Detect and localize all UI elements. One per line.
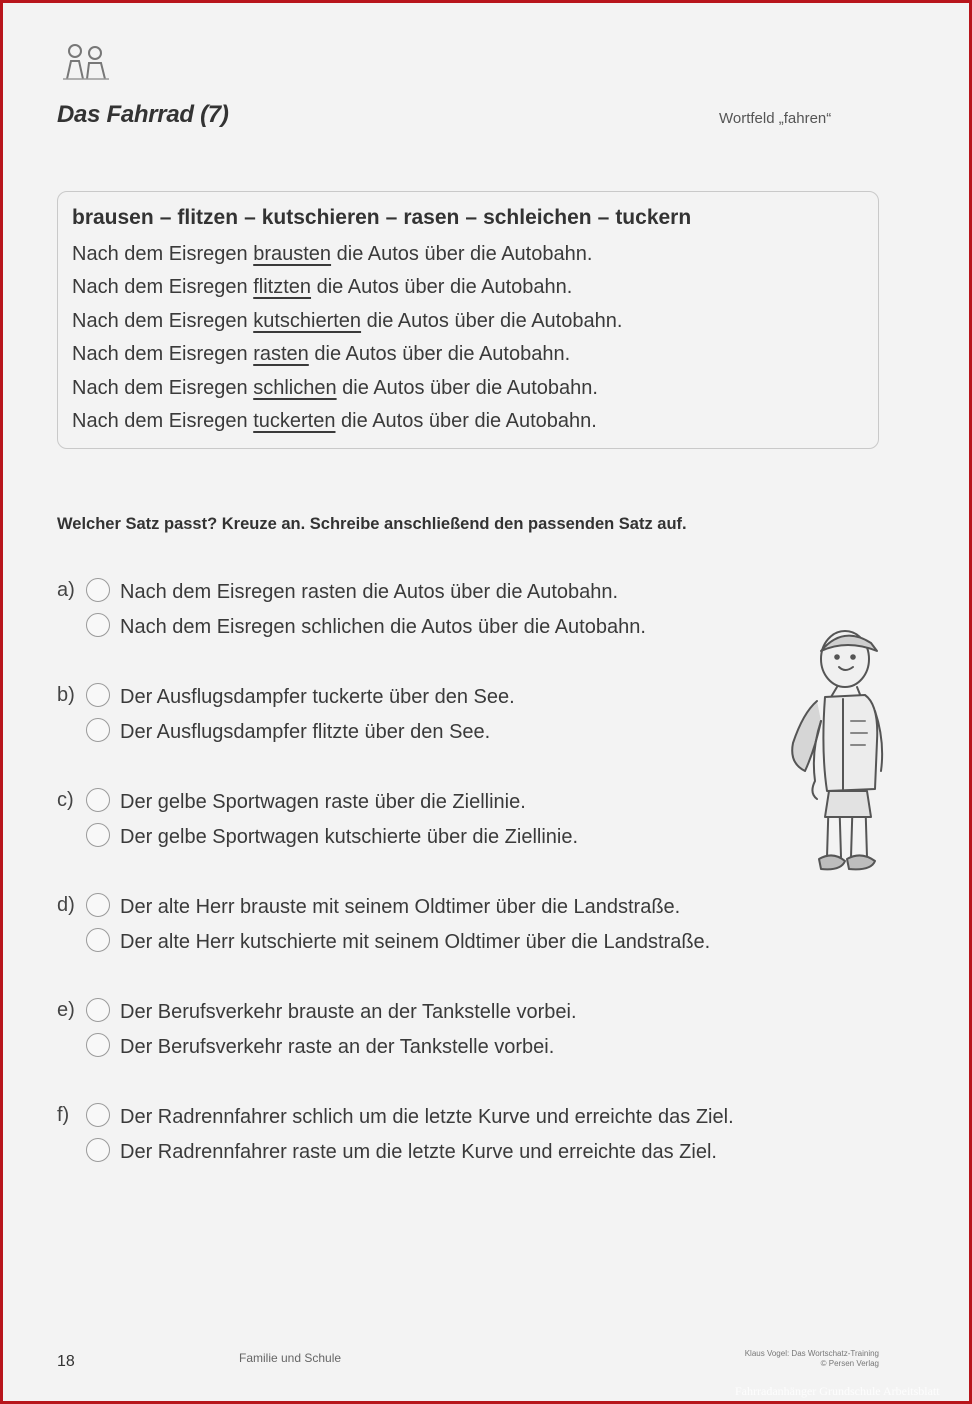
word-item: brausen [72, 206, 154, 229]
option-text: Nach dem Eisregen rasten die Autos über die Autobahn. [120, 581, 619, 603]
option-checkbox[interactable] [86, 998, 110, 1022]
option-checkbox[interactable] [86, 718, 110, 742]
example-verb: kutschierten [253, 309, 362, 332]
task-item [57, 575, 817, 645]
footer-credit [711, 1349, 879, 1369]
example-lines [72, 238, 622, 438]
footer-credit-line1: Klaus Vogel: Das Wortschatz-Training [744, 1349, 879, 1358]
footer-section: Familie und Schule [239, 1351, 342, 1365]
watermark: Fahrradanhänger Grundschule Arbeitsblatt [735, 1384, 940, 1398]
task-option [86, 610, 817, 645]
example-verb: tuckerten [253, 409, 336, 432]
kids-logo-icon [59, 41, 113, 83]
option-text: Der Berufsverkehr brauste an der Tankstelle vorbei. [120, 1001, 577, 1023]
task-item [57, 890, 817, 960]
word-item: tuckern [615, 206, 692, 229]
task-option [86, 890, 817, 925]
word-separator: – [465, 206, 478, 229]
task-label: b) [57, 684, 75, 706]
task-option [86, 820, 817, 855]
example-line-end: die Autos über die Autobahn. [342, 376, 598, 399]
example-line-start: Nach dem Eisregen [72, 376, 248, 399]
option-text: Der gelbe Sportwagen kutschierte über die Ziellinie. [120, 826, 579, 848]
example-line-end: die Autos über die Autobahn. [316, 276, 573, 299]
option-checkbox[interactable] [86, 1033, 110, 1057]
option-text: Der Radrennfahrer schlich um die letzte Kurve und erreichte das Ziel. [120, 1106, 734, 1128]
task-option [86, 785, 817, 820]
boy-illustration [781, 621, 891, 879]
option-text: Der Ausflugsdampfer tuckerte über den See. [120, 686, 515, 708]
task-item [57, 995, 817, 1065]
word-item: schleichen [483, 206, 592, 229]
option-text: Der gelbe Sportwagen raste über die Ziellinie. [120, 791, 526, 813]
example-line-end: die Autos über die Autobahn. [341, 409, 597, 432]
option-checkbox[interactable] [86, 613, 110, 637]
word-separator: – [159, 206, 172, 229]
word-separator: – [597, 206, 610, 229]
example-line-end: die Autos über die Autobahn. [366, 309, 623, 332]
example-line-end: die Autos über die Autobahn. [314, 343, 571, 366]
option-checkbox[interactable] [86, 683, 110, 707]
example-line-start: Nach dem Eisregen [72, 409, 248, 432]
task-option [86, 715, 817, 750]
task-option [86, 1135, 770, 1170]
task-item [57, 785, 817, 855]
word-item: flitzen [177, 206, 239, 229]
example-line [72, 338, 622, 371]
example-line-start: Nach dem Eisregen [72, 276, 248, 299]
task-item [57, 1100, 817, 1170]
task-option [86, 1100, 770, 1135]
task-item [57, 680, 817, 750]
example-verb: flitzten [253, 276, 312, 299]
example-sentences-box [57, 191, 879, 449]
option-checkbox[interactable] [86, 1138, 110, 1162]
option-text: Der alte Herr brauste mit seinem Oldtimer über die Landstraße. [120, 896, 681, 918]
example-line [72, 372, 622, 405]
example-line-end: die Autos über die Autobahn. [336, 243, 593, 265]
topic-label: Wortfeld „fahren“ [719, 110, 832, 127]
task-option [86, 925, 817, 960]
option-text: Der Berufsverkehr raste an der Tankstelle vorbei. [120, 1036, 555, 1058]
task-option [86, 575, 817, 610]
example-line-start: Nach dem Eisregen [72, 243, 248, 265]
example-line [72, 305, 622, 338]
footer-credit-line2: © Persen Verlag [820, 1359, 879, 1368]
example-verb: brausten [253, 243, 332, 265]
word-list [72, 206, 691, 230]
word-separator: – [244, 206, 256, 229]
task-label: a) [57, 579, 75, 601]
option-checkbox[interactable] [86, 928, 110, 952]
task-option [86, 680, 817, 715]
task-option [86, 1030, 817, 1065]
task-option [86, 995, 817, 1030]
task-label: c) [57, 789, 74, 811]
option-text: Der Radrennfahrer raste um die letzte Kurve und erreichte das Ziel. [120, 1141, 717, 1163]
word-item: kutschieren [261, 206, 380, 229]
instruction-text: Welcher Satz passt? Kreuze an. Schreibe anschließend den passenden Satz auf. [57, 515, 687, 533]
task-label: f) [57, 1104, 70, 1126]
example-line [72, 405, 622, 438]
example-verb: schlichen [253, 376, 337, 399]
option-checkbox[interactable] [86, 893, 110, 917]
option-checkbox[interactable] [86, 788, 110, 812]
option-checkbox[interactable] [86, 578, 110, 602]
example-line-start: Nach dem Eisregen [72, 343, 248, 366]
example-line [72, 238, 622, 271]
page-title: Das Fahrrad (7) [57, 101, 229, 128]
example-verb: rasten [253, 343, 309, 366]
task-label: d) [57, 894, 75, 916]
worksheet-page [3, 3, 969, 1401]
word-separator: – [385, 206, 398, 229]
example-line [72, 271, 622, 304]
page-number: 18 [57, 1353, 75, 1370]
option-text: Der Ausflugsdampfer flitzte über den See. [120, 721, 491, 743]
example-line-start: Nach dem Eisregen [72, 309, 248, 332]
option-text: Der alte Herr kutschierte mit seinem Oldtimer über die Landstraße. [120, 931, 711, 953]
option-checkbox[interactable] [86, 823, 110, 847]
word-item: rasen [403, 206, 460, 229]
option-text: Nach dem Eisregen schlichen die Autos über die Autobahn. [120, 616, 646, 638]
option-checkbox[interactable] [86, 1103, 110, 1127]
task-label: e) [57, 999, 75, 1021]
